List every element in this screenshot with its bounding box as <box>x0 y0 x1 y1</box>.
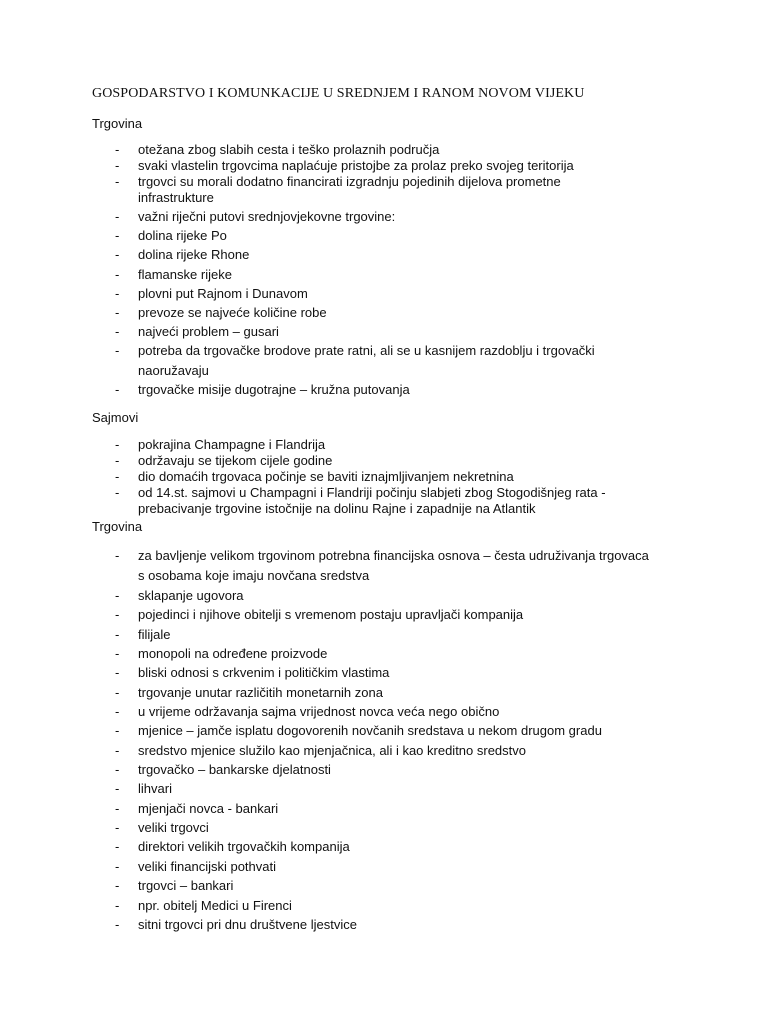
section-list-sajmovi <box>0 437 768 517</box>
list-item <box>0 683 768 702</box>
section-list-trgovina <box>0 142 768 206</box>
list-item-text: plovni put Rajnom i Dunavom <box>138 285 308 301</box>
list-item <box>0 625 768 644</box>
list-item <box>0 142 768 158</box>
bullet-dash: - <box>115 437 120 452</box>
list-item-text: otežana zbog slabih cesta i teško prolaznih područja <box>138 142 440 157</box>
list-item <box>0 341 768 380</box>
list-item <box>0 380 768 399</box>
bullet-dash: - <box>115 723 120 739</box>
bullet-dash: - <box>115 665 120 681</box>
list-item-text: mjenice – jamče isplatu dogovorenih novčanih sredstava u nekom drugom gradu <box>138 723 602 739</box>
list-item-text: pokrajina Champagne i Flandrija <box>138 437 326 452</box>
list-item-text: flamanske rijeke <box>138 266 232 282</box>
bullet-dash: - <box>115 820 120 836</box>
list-item <box>0 876 768 895</box>
list-item-text: prevoze se najveće količine robe <box>138 305 327 321</box>
bullet-dash: - <box>115 858 120 874</box>
list-item <box>0 303 768 322</box>
bullet-dash: - <box>115 247 120 263</box>
bullet-dash: - <box>115 382 120 398</box>
bullet-dash: - <box>115 916 120 932</box>
section-list-trgovina-2 <box>0 546 768 934</box>
list-item-text: monopoli na određene proizvode <box>138 646 328 662</box>
list-item <box>0 818 768 837</box>
list-item-text: pojedinci i njihove obitelji s vremenom postaju upravljači kompanija <box>138 607 524 623</box>
bullet-dash: - <box>115 485 120 500</box>
list-item <box>0 605 768 624</box>
list-item <box>0 896 768 915</box>
list-item <box>0 265 768 284</box>
list-item <box>0 915 768 934</box>
list-item-text: od 14.st. sajmovi u Champagni i Flandriji počinju slabjeti zbog Stogodišnjeg rata - prebacivanje trgovine istočnije na dolinu Rajne i zapadnije na Atlantik <box>138 485 606 516</box>
list-item-text: svaki vlastelin trgovcima naplaćuje pristojbe za prolaz preko svojeg teritorija <box>138 158 574 173</box>
list-item-text: trgovci – bankari <box>138 878 234 894</box>
list-item <box>0 226 768 245</box>
bullet-dash: - <box>115 142 120 157</box>
section-heading-trgovina: Trgovina <box>92 116 143 131</box>
bullet-dash: - <box>115 781 120 797</box>
bullet-dash: - <box>115 607 120 623</box>
list-item-text: sredstvo mjenice služilo kao mjenjačnica, ali i kao kreditno sredstvo <box>138 742 527 758</box>
list-item-text: veliki trgovci <box>138 820 209 836</box>
list-item <box>0 284 768 303</box>
list-item-text: za bavljenje velikom trgovinom potrebna financijska osnova – česta udruživanja trgovaca s osobama koje imaju novčana sredstva <box>138 548 649 583</box>
list-item <box>0 779 768 798</box>
bullet-dash: - <box>115 646 120 662</box>
list-item-text: sklapanje ugovora <box>138 588 244 603</box>
list-item <box>0 663 768 682</box>
list-item-text: trgovanje unutar različitih monetarnih zona <box>138 684 383 700</box>
list-item <box>0 721 768 740</box>
list-item <box>0 245 768 264</box>
list-item <box>0 469 768 485</box>
bullet-dash: - <box>115 548 120 563</box>
bullet-dash: - <box>115 588 120 603</box>
bullet-dash: - <box>115 285 120 301</box>
list-item-text: trgovačko – bankarske djelatnosti <box>138 762 331 778</box>
bullet-dash: - <box>115 324 120 340</box>
list-item <box>0 453 768 469</box>
document-title: GOSPODARSTVO I KOMUNKACIJE U SREDNJEM I RANOM NOVOM VIJEKU <box>92 86 585 101</box>
bullet-dash: - <box>115 209 120 224</box>
list-item-text: važni riječni putovi srednjovjekovne trgovine: <box>138 209 396 224</box>
list-item-text: lihvari <box>138 781 172 797</box>
list-item-text: dio domaćih trgovaca počinje se baviti iznajmljivanjem nekretnina <box>138 469 514 484</box>
list-item-text: u vrijeme održavanja sajma vrijednost novca veća nego obično <box>138 704 500 720</box>
bullet-dash: - <box>115 469 120 484</box>
list-item-text: direktori velikih trgovačkih kompanija <box>138 839 350 855</box>
bullet-dash: - <box>115 800 120 816</box>
list-item-text: veliki financijski pothvati <box>138 858 277 874</box>
list-item-text: bliski odnosi s crkvenim i političkim vlastima <box>138 665 390 681</box>
bullet-dash: - <box>115 839 120 855</box>
list-item <box>0 322 768 341</box>
list-item-text: filijale <box>138 626 171 642</box>
list-item <box>0 644 768 663</box>
bullet-dash: - <box>115 626 120 642</box>
list-item-text: dolina rijeke Rhone <box>138 247 250 263</box>
list-item <box>0 586 768 605</box>
list-item-text: najveći problem – gusari <box>138 324 279 340</box>
list-item-text: potreba da trgovačke brodove prate ratni, ali se u kasnijem razdoblju i trgovački naoružavaju <box>138 343 595 378</box>
bullet-dash: - <box>115 453 120 468</box>
list-item-text: mjenjači novca - bankari <box>138 800 279 816</box>
bullet-dash: - <box>115 704 120 720</box>
bullet-dash: - <box>115 305 120 321</box>
bullet-dash: - <box>115 762 120 778</box>
list-item <box>0 857 768 876</box>
list-item <box>0 174 768 206</box>
list-item <box>0 799 768 818</box>
bullet-dash: - <box>115 742 120 758</box>
bullet-dash: - <box>115 228 120 244</box>
list-item-text: održavaju se tijekom cijele godine <box>138 453 333 468</box>
list-item-text: trgovačke misije dugotrajne – kružna putovanja <box>138 382 410 398</box>
section-list-trgovina-continued <box>0 207 768 400</box>
list-item <box>0 437 768 453</box>
list-item <box>0 702 768 721</box>
list-item-text: sitni trgovci pri dnu društvene ljestvice <box>138 916 357 932</box>
list-item <box>0 760 768 779</box>
list-item <box>0 546 768 586</box>
bullet-dash: - <box>115 684 120 700</box>
section-heading-trgovina-2: Trgovina <box>92 519 143 534</box>
bullet-dash: - <box>115 878 120 894</box>
bullet-dash: - <box>115 343 120 359</box>
bullet-dash: - <box>115 174 120 189</box>
list-item-text: trgovci su morali dodatno financirati izgradnju pojedinih dijelova prometne infrastrukture <box>138 174 561 205</box>
list-item-text: dolina rijeke Po <box>138 228 227 244</box>
list-item <box>0 158 768 174</box>
bullet-dash: - <box>115 158 120 173</box>
section-heading-sajmovi: Sajmovi <box>92 410 139 425</box>
list-item-text: npr. obitelj Medici u Firenci <box>138 897 292 913</box>
list-item <box>0 207 768 226</box>
list-item <box>0 485 768 517</box>
list-item <box>0 741 768 760</box>
bullet-dash: - <box>115 897 120 913</box>
bullet-dash: - <box>115 266 120 282</box>
list-item <box>0 837 768 856</box>
